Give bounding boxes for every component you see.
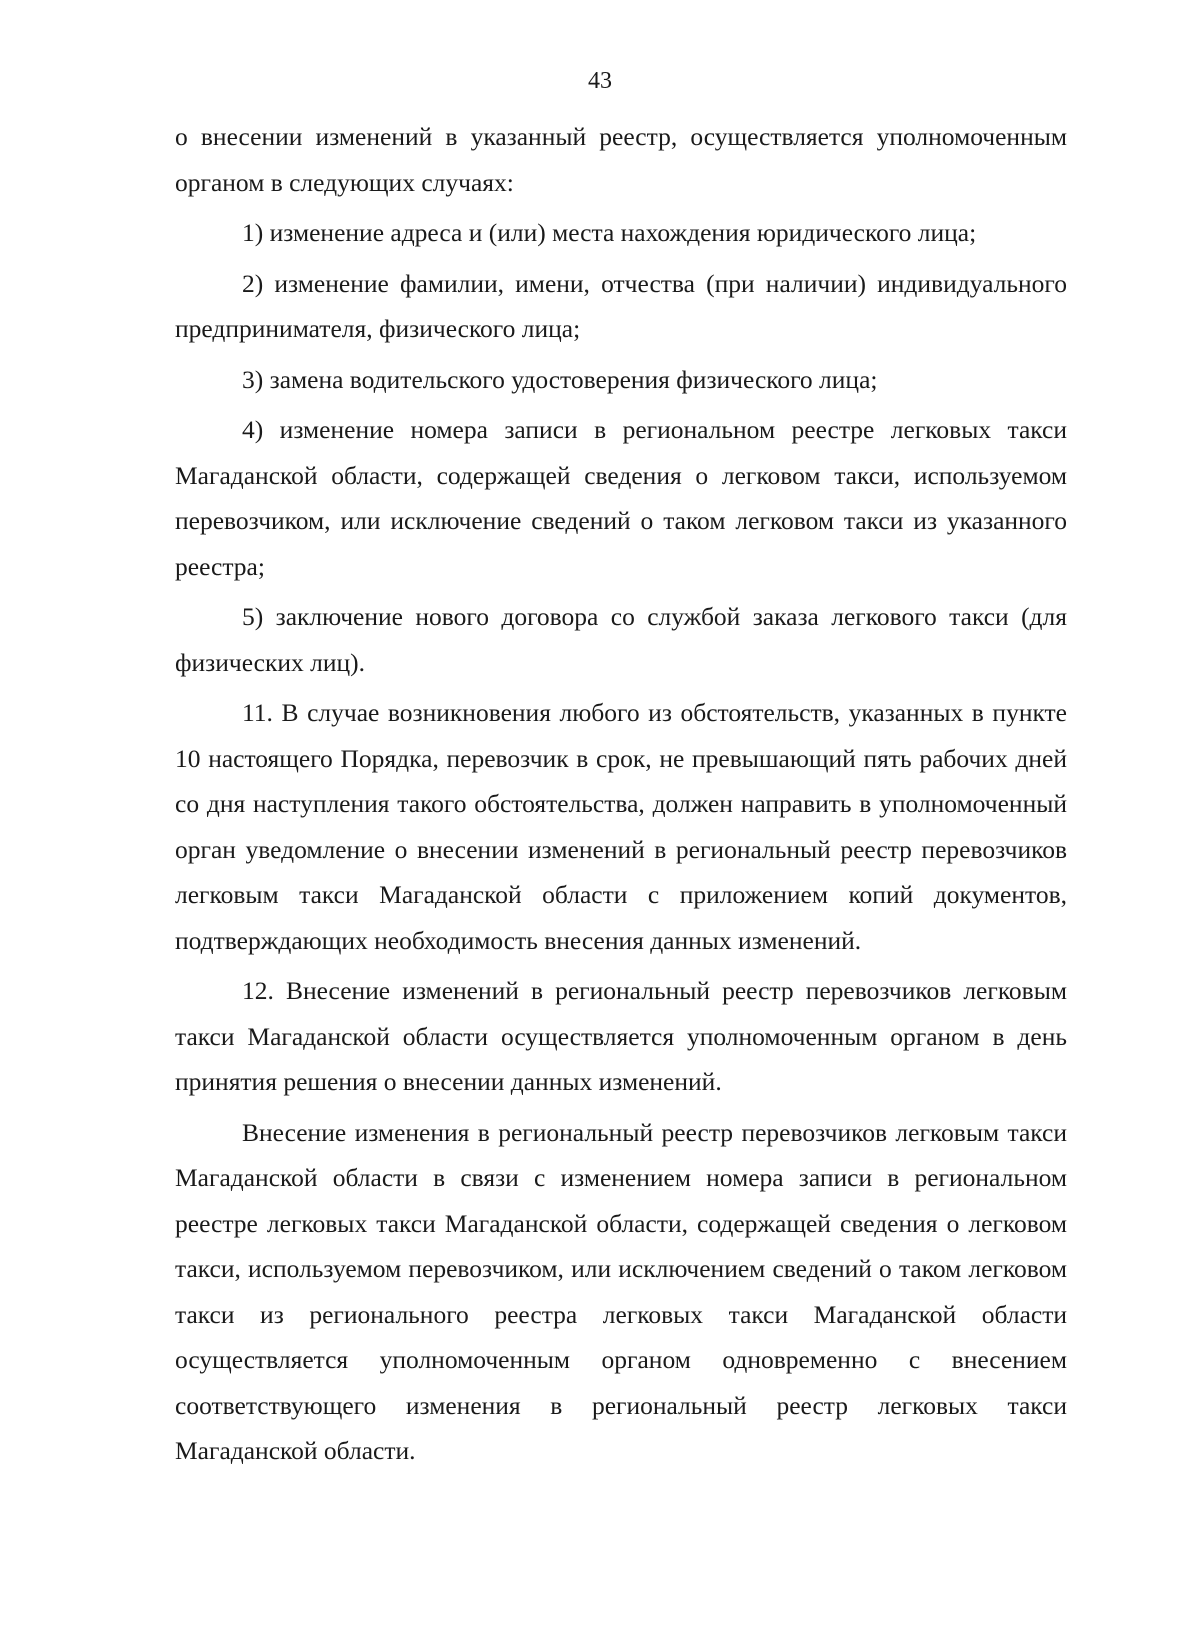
document-body [175,114,1067,1474]
list-item-2: 2) изменение фамилии, имени, отчества (при наличии) индивидуального предпринимателя, физического лица; [175,268,1067,343]
clause-12: 12. Внесение изменений в региональный реестр перевозчиков легковым такси Магаданской области осуществляется уполномоченным органом в день принятия решения о внесении данных изменений. [175,976,1067,1096]
list-item-3: 3) замена водительского удостоверения физического лица; [242,364,878,394]
list-item-4: 4) изменение номера записи в региональном реестре легковых такси Магаданской области, содержащей сведения о легковом такси, используемом перевозчиком, или исключение сведений о таком легковом такси из указанного реестра; [175,415,1067,581]
paragraph-continuation: о внесении изменений в указанный реестр, осуществляется уполномоченным органом в следующих случаях: [175,122,1067,197]
clause-12-continuation: Внесение изменения в региональный реестр перевозчиков легковым такси Магаданской области в связи с изменением номера записи в региональном реестре легковых такси Магаданской области, содержащей сведения о легковом такси, используемом перевозчиком, или исключением сведений о таком легковом такси из регионального реестра легковых такси Магаданской области осуществляется уполномоченным органом одновременно с внесением соответствующего изменения в региональный реестр легковых такси Магаданской области. [175,1117,1067,1465]
list-item-1: 1) изменение адреса и (или) места нахождения юридического лица; [242,218,977,247]
list-item-5: 5) заключение нового договора со службой заказа легкового такси (для физических лиц). [175,602,1067,677]
page-number: 43 [588,68,612,94]
clause-11: 11. В случае возникновения любого из обстоятельств, указанных в пункте 10 настоящего Порядка, перевозчик в срок, не превышающий пять рабочих дней со дня наступления такого обстоятельства, должен направить в уполномоченный орган уведомление о внесении изменений в региональный реестр перевозчиков легковым такси Магаданской области с приложением копий документов, подтверждающих необходимость внесения данных изменений. [175,698,1067,955]
